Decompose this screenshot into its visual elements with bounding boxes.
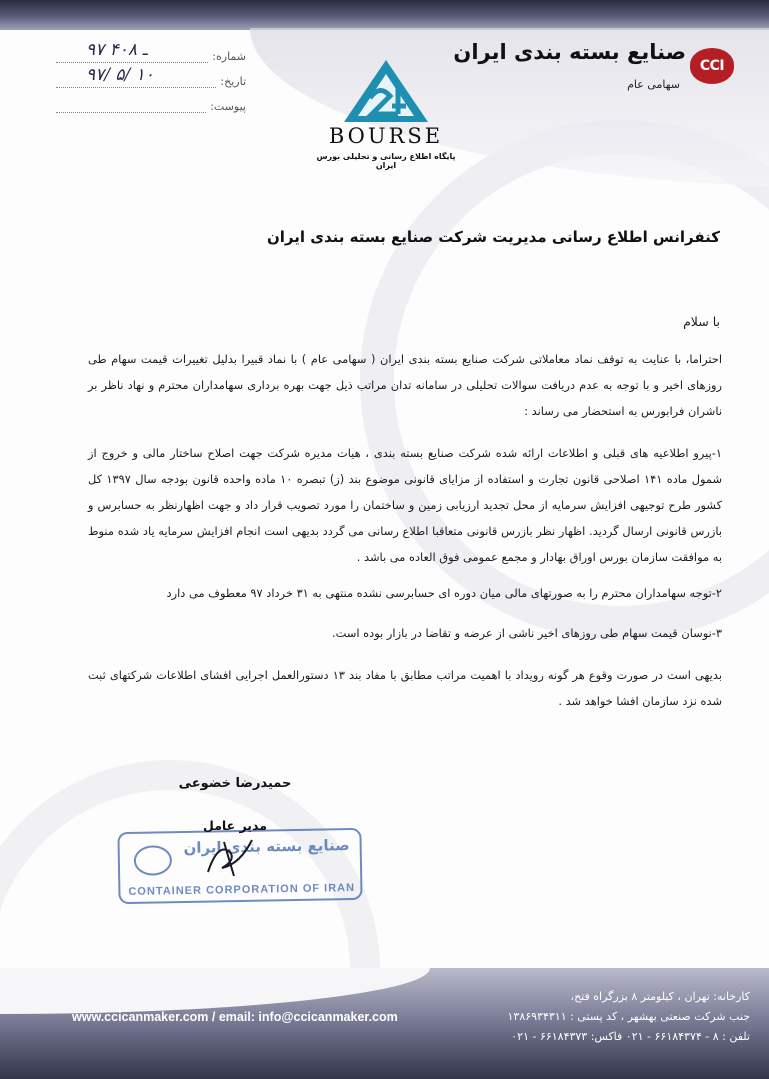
company-logo: [690, 48, 734, 84]
stamp-fa-text: صنایع بسته بندی ایران: [183, 836, 350, 857]
intro-paragraph: احتراما، با عنایت به توقف نماد معاملاتی شرکت صنایع بسته بندی ایران ( سهامی عام ) با نماد قبیرا بدلیل تغییرات قیمت سهام طی روزهای اخیر و با توجه به عدم دریافت سوالات تحلیلی در سامانه تدان مراتب ذیل جهت بهره برداری سهامداران محترم و نهاد ناظر بر ناشران فرابورس به استحضار می رساند :: [88, 352, 722, 418]
reference-block: [56, 38, 246, 113]
closing-paragraph: بدیهی است در صورت وقوع هر گونه رویداد با اهمیت مراتب مطابق با مفاد بند ۱۳ دستورالعمل اجرایی افشای اطلاعات شرکتهای ثبت شده نزد سازمان افشا خواهد شد .: [88, 668, 722, 708]
letter-title: کنفرانس اطلاع رسانی مدیریت شرکت صنایع بسته بندی ایران: [266, 228, 720, 246]
date-row: [56, 63, 246, 88]
signer-role: مدیر عامل: [203, 818, 267, 833]
company-name: صنایع بسته بندی ایران: [453, 40, 686, 64]
handwritten-signature-icon: [200, 832, 260, 882]
item-3-paragraph: ۳-نوسان قیمت سهام طی روزهای اخیر ناشی از عرضه و تقاضا در بازار بوده است.: [332, 626, 722, 640]
signer-name: حمیدرضا خضوعی: [178, 776, 292, 791]
bourse-logo: [312, 58, 460, 170]
bourse-tagline: پایگاه اطلاع رسانی و تحلیلی بورس ایران: [316, 152, 456, 170]
footer-address-line-3: تلفن : ۸ - ۶۶۱۸۴۳۷۴ - ۰۲۱ فاکس: ۶۶۱۸۴۳۷۳ - ۰۲۱: [511, 1030, 750, 1043]
footer-address-line-1: کارخانه: تهران ، کیلومتر ۸ بزرگراه فتح،: [570, 990, 750, 1003]
date-value: ۹۷/ ۵/ ۱۰: [86, 65, 154, 85]
item-2-paragraph: ۲-توجه سهامداران محترم را به صورتهای مالی میان دوره ای حسابرسی نشده منتهی به ۳۱ خرداد ۹۷ معطوف می دارد: [166, 586, 722, 600]
top-band: [0, 0, 769, 30]
footer-website: www.ccicanmaker.com / email: info@ccicanmaker.com: [72, 1010, 398, 1024]
stamp-en-text: CONTAINER CORPORATION OF IRAN: [128, 881, 356, 898]
item-1-paragraph: ۱-پیرو اطلاعیه های قبلی و اطلاعات ارائه شده شرکت صنایع بسته بندی ، هیات مدیره شرکت جهت اصلاح ساختار مالی و خروج از شمول ماده ۱۴۱ اصلاحی قانون تجارت و استفاده از مزایای قانونی موضوع بند (ز) تبصره ۱۰ ماده واحده قانون بودجه سال ۱۳۹۷ کل کشور طرح توجیهی افزایش سرمایه از محل تجدید ارزیابی زمین و ساختمان را مورد تصویب قرار داد و جهت اظهارنظر به حسابرس و بازرس قانونی ارسال گردید. اظهار نظر بازرس قانونی متعاقبا اطلاع رسانی می گردد بدیهی است انجام افزایش سرمایه یاد شده منوط به موافقت سازمان بورس اوراق بهادار و مجمع عمومی فوق العاده می باشد .: [88, 446, 722, 564]
greeting: با سلام: [683, 314, 720, 329]
ref-number-label: شماره:: [212, 50, 246, 63]
company-logo-text: CCI: [699, 58, 725, 74]
bourse-word: BOURSE: [328, 124, 444, 148]
date-label: تاریخ:: [220, 75, 246, 88]
company-type: سهامی عام: [627, 78, 680, 91]
ref-number-row: [56, 38, 246, 63]
attachment-label: پیوست:: [210, 100, 246, 113]
stamp-logo-icon: [134, 845, 173, 876]
ref-number-value: ۹۷ ـ ۴۰۸: [86, 40, 148, 60]
attachment-row: [56, 88, 246, 113]
footer-address-line-2: جنب شرکت صنعتی بهشهر ، کد پستی : ۱۳۸۶۹۳۴۳۱۱: [507, 1010, 750, 1023]
bourse-emblem-icon: [312, 58, 460, 124]
